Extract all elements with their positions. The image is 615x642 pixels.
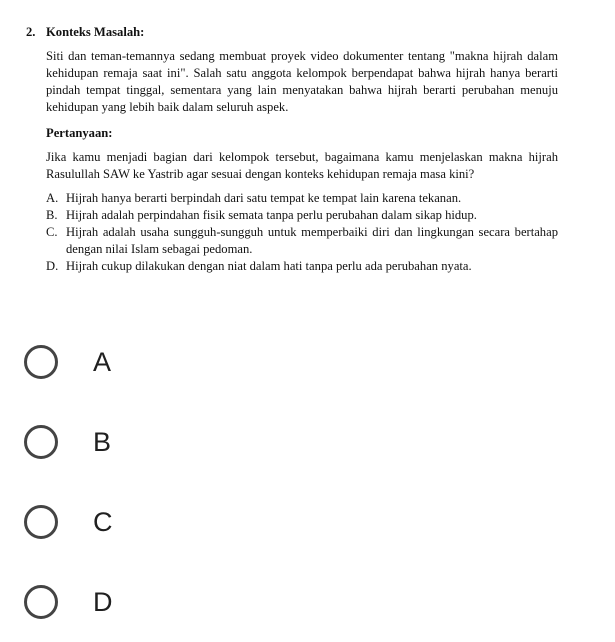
question-card xyxy=(26,24,558,275)
answer-label-d[interactable]: D xyxy=(93,586,113,617)
option-text: Hijrah hanya berarti berpindah dari satu tempat ke tempat lain karena tekanan. xyxy=(66,191,462,205)
answer-label-a[interactable]: A xyxy=(93,346,112,377)
radio-button-d[interactable] xyxy=(24,585,58,619)
answer-choice-b[interactable] xyxy=(24,402,324,482)
answer-choice-group xyxy=(24,322,324,642)
option-list xyxy=(46,190,558,275)
question-header xyxy=(26,24,558,41)
answer-choice-c[interactable] xyxy=(24,482,324,562)
radio-button-a[interactable] xyxy=(24,345,58,379)
option-item-a xyxy=(46,190,558,207)
context-paragraph: Siti dan teman-temannya sedang membuat proyek video dokumenter tentang "makna hijrah dalam kehidupan remaja saat ini". Salah satu anggota kelompok berpendapat bahwa hijrah hanya berarti pindah tempat tinggal, sementara yang lain menyatakan bahwa hijrah berarti perubahan menuju kehidupan yang lebih baik dalam seluruh aspek. xyxy=(46,49,558,114)
option-text: Hijrah adalah perpindahan fisik semata tanpa perlu perubahan dalam sikap hidup. xyxy=(66,208,477,222)
option-item-c xyxy=(46,224,558,258)
radio-button-b[interactable] xyxy=(24,425,58,459)
option-text: Hijrah cukup dilakukan dengan niat dalam hati tanpa perlu ada perubahan nyata. xyxy=(66,259,472,273)
answer-label-c[interactable]: C xyxy=(93,506,113,537)
prompt-paragraph: Jika kamu menjadi bagian dari kelompok tersebut, bagaimana kamu menjelaskan makna hijrah Rasulullah SAW ke Yastrib agar sesuai dengan konteks kehidupan remaja masa kini? xyxy=(46,150,558,181)
option-letter: C. xyxy=(46,225,58,239)
option-item-d xyxy=(46,258,558,275)
question-number: 2. xyxy=(26,25,36,39)
option-letter: B. xyxy=(46,208,58,222)
radio-button-c[interactable] xyxy=(24,505,58,539)
option-letter: D. xyxy=(46,259,59,273)
answer-choice-d[interactable] xyxy=(24,562,324,642)
question-body xyxy=(46,48,558,275)
option-letter: A. xyxy=(46,191,59,205)
prompt-heading: Pertanyaan: xyxy=(46,126,113,140)
answer-choice-a[interactable] xyxy=(24,322,324,402)
context-heading: Konteks Masalah: xyxy=(46,25,145,39)
option-item-b xyxy=(46,207,558,224)
answer-label-b[interactable]: B xyxy=(93,426,112,457)
option-text: Hijrah adalah usaha sungguh-sungguh untuk memperbaiki diri dan lingkungan secara bertahap dengan nilai Islam sebagai pedoman. xyxy=(66,225,558,256)
